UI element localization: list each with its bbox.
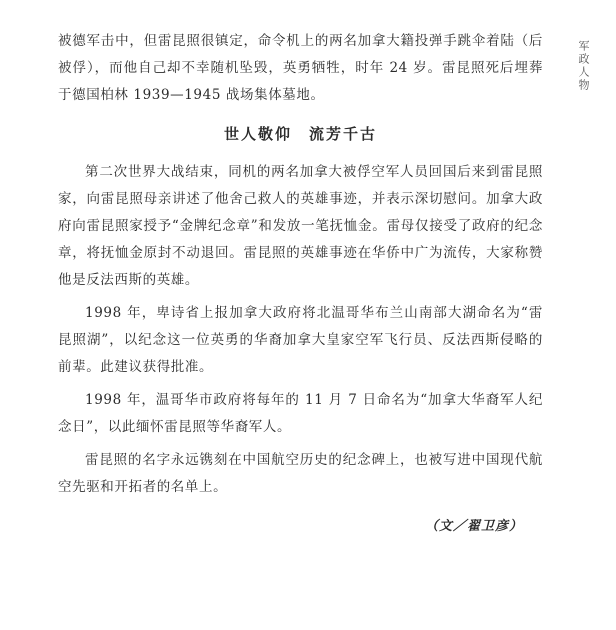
section-heading: 世人敬仰 流芳千古 bbox=[223, 125, 377, 143]
paragraph: 第二次世界大战结束，同机的两名加拿大被俘空军人员回国后来到雷昆照家，向雷昆照母亲讲述了他舍己救人的英雄事迹，并表示深切慰问。加拿大政府向雷昆照家授予“金牌纪念章”和发放一笔抚恤金。雷母仅接受了政府的纪念章，将抚恤金原封不动退回。雷昆照的英雄事迹在华侨中广为流传，大家称赞他是反法西斯的英雄。 bbox=[58, 164, 543, 288]
running-header-category: 军政人物 bbox=[577, 40, 590, 92]
paragraph: 1998 年，卑诗省上报加拿大政府将北温哥华布兰山南部大湖命名为“雷昆照湖”，以纪念这一位英勇的华裔加拿大皇家空军飞行员、反法西斯侵略的前辈。此建议获得批准。 bbox=[58, 305, 543, 375]
paragraph: 雷昆照的名字永远镌刻在中国航空历史的纪念碑上，也被写进中国现代航空先驱和开拓者的名单上。 bbox=[58, 452, 543, 495]
paragraph-continued: 被德军击中，但雷昆照很镇定，命令机上的两名加拿大籍投弹手跳伞着陆（后被俘），而他自己却不幸随机坠毁，英勇牺牲，时年 24 岁。雷昆照死后埋葬于德国柏林 1939—1945 战场集体墓地。 bbox=[58, 33, 543, 103]
author-credit: （文／翟卫彦） bbox=[424, 519, 523, 534]
paragraph: 1998 年，温哥华市政府将每年的 11 月 7 日命名为“加拿大华裔军人纪念日”，以此缅怀雷昆照等华裔军人。 bbox=[58, 392, 543, 435]
article-body bbox=[58, 28, 543, 534]
